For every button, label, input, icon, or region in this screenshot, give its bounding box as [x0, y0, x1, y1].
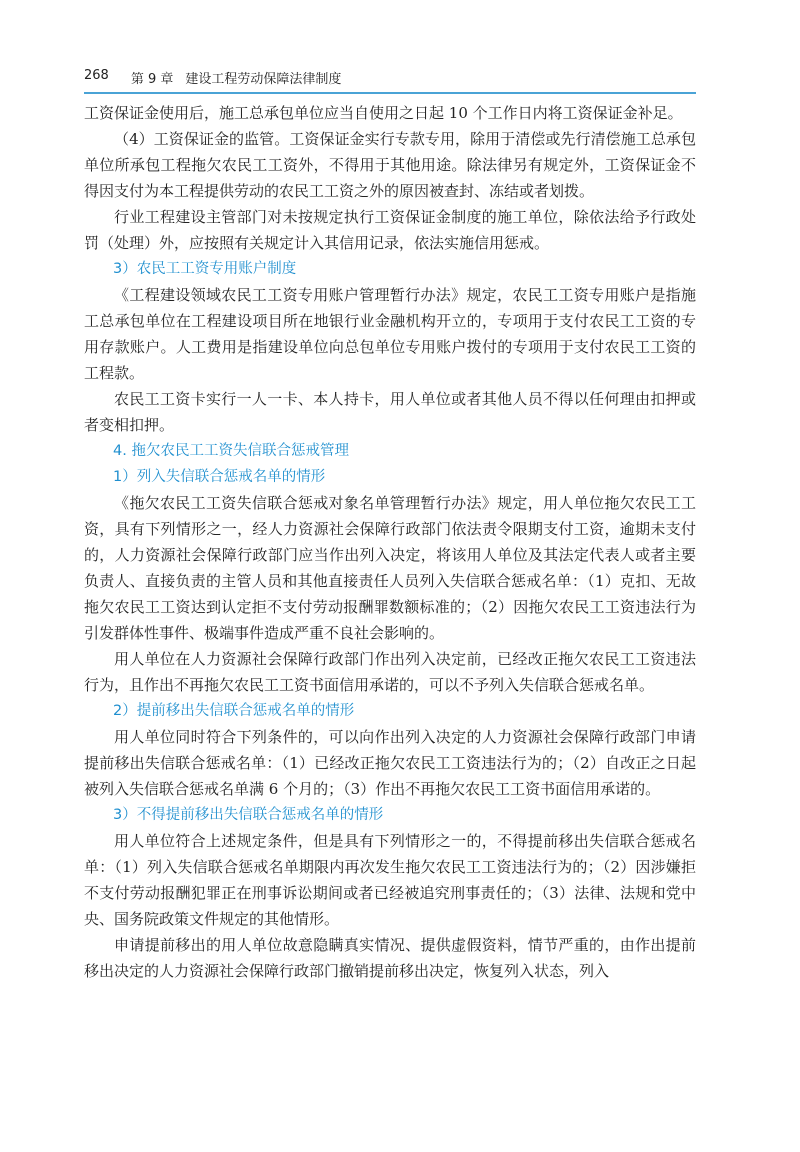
subheading-no-early-removal: 3）不得提前移出失信联合惩戒名单的情形 [113, 807, 384, 823]
subheading-early-removal: 2）提前移出失信联合惩戒名单的情形 [113, 703, 355, 719]
page-number: 268 [84, 68, 109, 83]
paragraph: 农民工工资卡实行一人一卡、本人持卡，用人单位或者其他人员不得以任何理由扣押或者变相扣押。 [84, 390, 696, 434]
chapter-title: 建设工程劳动保障法律制度 [185, 72, 342, 87]
paragraph: 《工程建设领域农民工工资专用账户管理暂行办法》规定，农民工工资专用账户是指施工总承包单位在工程建设项目所在地银行业金融机构开立的，专项用于支付农民工工资的专用存款账户。人工费用是指建设单位向总包单位专用账户拨付的专项用于支付农民工工资的工程款。 [84, 286, 696, 382]
paragraph: （4）工资保证金的监管。工资保证金实行专款专用，除用于清偿或先行清偿施工总承包单位所承包工程拖欠农民工工资外，不得用于其他用途。除法律另有规定外，工资保证金不得因支付为本工程提供劳动的农民工工资之外的原因被查封、冻结或者划拨。 [84, 130, 696, 200]
paragraph: 用人单位在人力资源社会保障行政部门作出列入决定前，已经改正拖欠农民工工资违法行为，且作出不再拖欠农民工工资书面信用承诺的，可以不予列入失信联合惩戒名单。 [84, 650, 696, 694]
paragraph: 工资保证金使用后，施工总承包单位应当自使用之日起 10 个工作日内将工资保证金补足。 [84, 104, 683, 122]
paragraph: 行业工程建设主管部门对未按规定执行工资保证金制度的施工单位，除依法给予行政处罚（处理）外，应按照有关规定计入其信用记录，依法实施信用惩戒。 [84, 208, 696, 252]
paragraph: 申请提前移出的用人单位故意隐瞒真实情况、提供虚假资料，情节严重的，由作出提前移出决定的人力资源社会保障行政部门撤销提前移出决定，恢复列入状态，列入 [84, 936, 696, 980]
section-heading-credit-punishment: 4. 拖欠农民工工资失信联合惩戒管理 [113, 443, 349, 459]
chapter-label: 第 9 章 [130, 72, 174, 87]
page-header [84, 68, 696, 94]
subheading-wage-account: 3）农民工工资专用账户制度 [113, 261, 297, 277]
paragraph: 用人单位符合上述规定条件，但是具有下列情形之一的，不得提前移出失信联合惩戒名单：（1）列入失信联合惩戒名单期限内再次发生拖欠农民工工资违法行为的；（2）因涉嫌拒不支付劳动报酬犯罪正在刑事诉讼期间或者已经被追究刑事责任的；（3）法律、法规和党中央、国务院政策文件规定的其他情形。 [84, 832, 696, 928]
paragraph: 用人单位同时符合下列条件的，可以向作出列入决定的人力资源社会保障行政部门申请提前移出失信联合惩戒名单：（1）已经改正拖欠农民工工资违法行为的；（2）自改正之日起被列入失信联合惩戒名单满 6 个月的；（3）作出不再拖欠农民工工资书面信用承诺的。 [84, 728, 696, 798]
subheading-listing-cases: 1）列入失信联合惩戒名单的情形 [113, 469, 326, 485]
page-body [84, 100, 696, 984]
paragraph: 《拖欠农民工工资失信联合惩戒对象名单管理暂行办法》规定，用人单位拖欠农民工工资，具有下列情形之一，经人力资源社会保障行政部门依法责令限期支付工资，逾期未支付的，人力资源社会保障行政部门应当作出列入决定，将该用人单位及其法定代表人或者主要负责人、直接负责的主管人员和其他直接责任人员列入失信联合惩戒名单：（1）克扣、无故拖欠农民工工资达到认定拒不支付劳动报酬罪数额标准的；（2）因拖欠农民工工资违法行为引发群体性事件、极端事件造成严重不良社会影响的。 [84, 494, 696, 642]
